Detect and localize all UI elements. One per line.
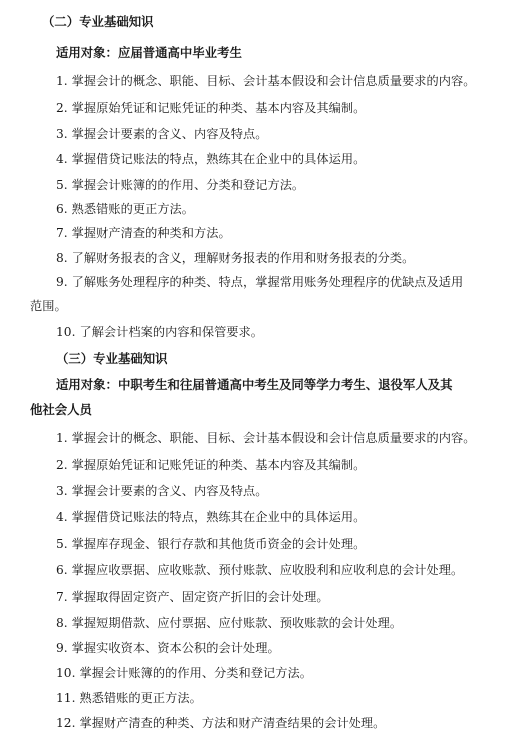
section3-item-4: 4. 掌握借贷记账法的特点，熟练其在企业中的具体运用。 bbox=[56, 510, 366, 524]
section3-item-9: 9. 掌握实收资本、资本公积的会计处理。 bbox=[56, 641, 280, 655]
section3-item-6: 6. 掌握应收票据、应收账款、预付账款、应收股利和应收利息的会计处理。 bbox=[56, 563, 464, 577]
section2-item-9-cont: 范围。 bbox=[30, 299, 67, 313]
section3-audience-line1: 适用对象：中职考生和往届普通高中考生及同等学力考生、退役军人及其 bbox=[56, 377, 453, 392]
section3-item-2: 2. 掌握原始凭证和记账凭证的种类、基本内容及其编制。 bbox=[56, 458, 366, 472]
section3-item-8: 8. 掌握短期借款、应付票据、应付账款、预收账款的会计处理。 bbox=[56, 616, 403, 630]
section3-audience-line2: 他社会人员 bbox=[30, 402, 92, 417]
section3-item-7: 7. 掌握取得固定资产、固定资产折旧的会计处理。 bbox=[56, 590, 329, 604]
section3-item-1: 1. 掌握会计的概念、职能、目标、会计基本假设和会计信息质量要求的内容。 bbox=[56, 431, 476, 445]
section2-title: （二）专业基础知识 bbox=[42, 14, 154, 29]
section2-item-10: 10. 了解会计档案的内容和保管要求。 bbox=[56, 325, 264, 339]
section3-item-5: 5. 掌握库存现金、银行存款和其他货币资金的会计处理。 bbox=[56, 537, 366, 551]
section2-item-1: 1. 掌握会计的概念、职能、目标、会计基本假设和会计信息质量要求的内容。 bbox=[56, 74, 476, 88]
section2-item-7: 7. 掌握财产清查的种类和方法。 bbox=[56, 226, 231, 240]
section2-item-2: 2. 掌握原始凭证和记账凭证的种类、基本内容及其编制。 bbox=[56, 101, 366, 115]
section2-item-6: 6. 熟悉错账的更正方法。 bbox=[56, 202, 195, 216]
section3-item-3: 3. 掌握会计要素的含义、内容及特点。 bbox=[56, 484, 268, 498]
section2-item-8: 8. 了解财务报表的含义，理解财务报表的作用和财务报表的分类。 bbox=[56, 251, 415, 265]
section2-item-4: 4. 掌握借贷记账法的特点，熟练其在企业中的具体运用。 bbox=[56, 152, 366, 166]
section3-item-12: 12. 掌握财产清查的种类、方法和财产清查结果的会计处理。 bbox=[56, 716, 386, 730]
section2-audience: 适用对象：应届普通高中毕业考生 bbox=[56, 45, 242, 60]
section3-item-11: 11. 熟悉错账的更正方法。 bbox=[56, 691, 202, 705]
section2-item-5: 5. 掌握会计账簿的的作用、分类和登记方法。 bbox=[56, 178, 305, 192]
section3-item-10: 10. 掌握会计账簿的的作用、分类和登记方法。 bbox=[56, 666, 312, 680]
section3-title: （三）专业基础知识 bbox=[56, 351, 168, 366]
section2-item-9: 9. 了解账务处理程序的种类、特点，掌握常用账务处理程序的优缺点及适用 bbox=[56, 275, 464, 289]
section2-item-3: 3. 掌握会计要素的含义、内容及特点。 bbox=[56, 127, 268, 141]
